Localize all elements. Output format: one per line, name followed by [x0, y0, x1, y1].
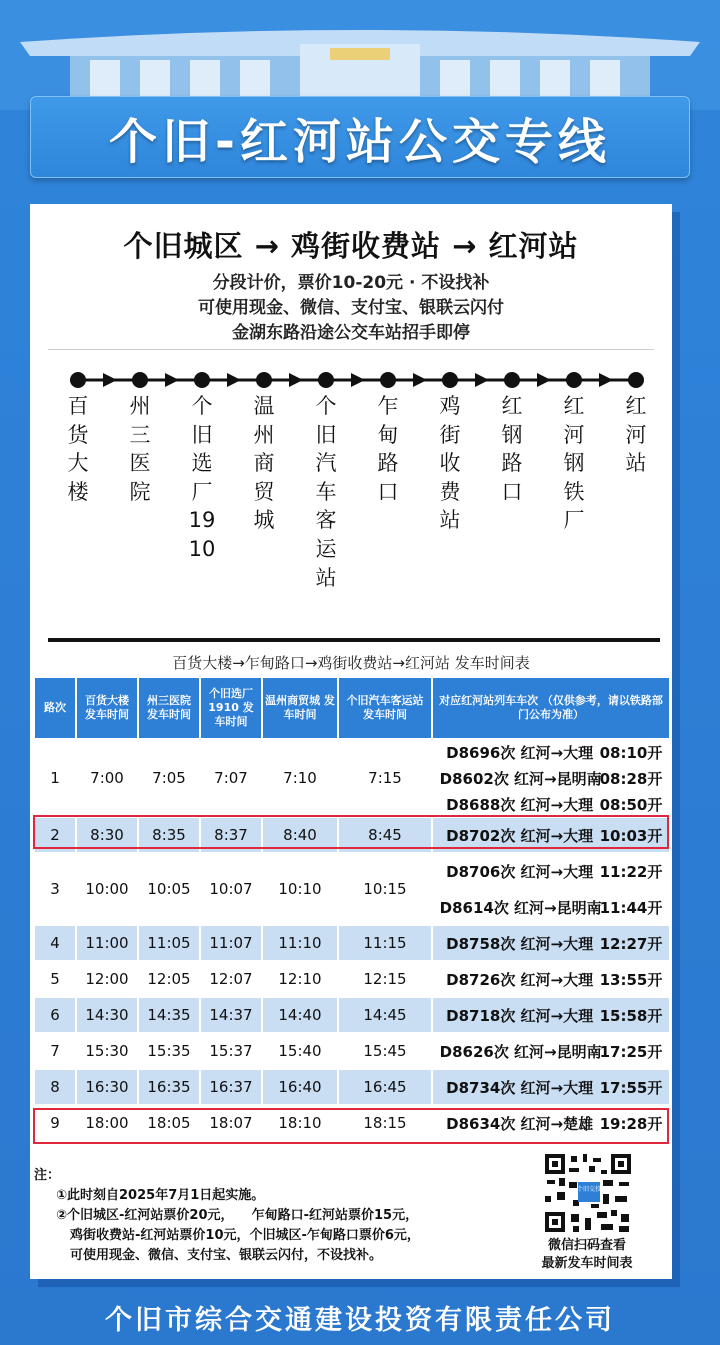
stop-7: 鸡街收费站 [439, 394, 461, 533]
stop-info: 金湖东路沿途公交车站招手即停 [232, 323, 470, 343]
departure-time: 8:45 [339, 818, 431, 852]
departure-time: 10:05 [139, 854, 199, 924]
table-row [35, 1034, 669, 1068]
train-info [433, 766, 669, 790]
train-code: D8758次 红河→大理 [446, 934, 594, 953]
stop-5: 个旧汽车客运站 [315, 394, 337, 590]
departure-time: 16:45 [339, 1070, 431, 1104]
departure-time: 15:37 [201, 1034, 261, 1068]
departure-time: 18:07 [201, 1106, 261, 1140]
run-number: 2 [35, 818, 75, 852]
note-line-3: 鸡街收费站-红河站票价10元，个旧城区-乍甸路口票价6元， [70, 1228, 420, 1243]
departure-time: 18:15 [339, 1106, 431, 1140]
departure-time: 7:05 [139, 740, 199, 816]
run-number: 9 [35, 1106, 75, 1140]
col-header-stop4: 温州商贸城 发车时间 [263, 678, 337, 738]
train-info [433, 1034, 669, 1068]
departure-time: 12:07 [201, 962, 261, 996]
notes-label: 注： [34, 1168, 61, 1183]
train-code: D8614次 红河→昆明南 [439, 898, 602, 917]
train-code: D8626次 红河→昆明南 [439, 1042, 602, 1061]
banner-title: 个旧-红河站公交专线 [109, 113, 611, 170]
run-number: 6 [35, 998, 75, 1032]
run-number: 4 [35, 926, 75, 960]
col-header-trains: 对应红河站列车车次 （仅供参考，请以铁路部门公布为准） [433, 678, 669, 738]
departure-time: 7:07 [201, 740, 261, 816]
departure-time: 8:35 [139, 818, 199, 852]
col-header-stop5: 个旧汽车客运站 发车时间 [339, 678, 431, 738]
departure-time: 8:30 [77, 818, 137, 852]
departure-time: 10:00 [77, 854, 137, 924]
train-departure: 08:10开 [599, 743, 663, 762]
train-info [433, 854, 669, 888]
qr-caption-line-1: 微信扫码查看 [547, 1238, 626, 1253]
train-info [433, 926, 669, 960]
departure-time: 7:15 [339, 740, 431, 816]
schedule-table [33, 676, 671, 1142]
train-departure: 11:22开 [599, 862, 663, 881]
train-code: D8734次 红河→大理 [446, 1078, 594, 1097]
fare-info: 分段计价，票价10-20元 · 不设找补 [212, 273, 490, 293]
train-info [433, 998, 669, 1032]
train-code: D8726次 红河→大理 [446, 970, 594, 989]
run-number: 7 [35, 1034, 75, 1068]
highlight-row-2 [33, 815, 669, 849]
train-departure: 08:50开 [599, 795, 663, 814]
departure-time: 10:15 [339, 854, 431, 924]
departure-time: 16:30 [77, 1070, 137, 1104]
train-departure: 11:44开 [599, 898, 663, 917]
train-departure: 08:28开 [599, 769, 663, 788]
stop-6: 乍甸路口 [377, 394, 399, 504]
run-number: 1 [35, 740, 75, 816]
departure-time: 7:00 [77, 740, 137, 816]
departure-time: 14:40 [263, 998, 337, 1032]
table-row [35, 740, 669, 764]
train-info [433, 1070, 669, 1104]
departure-time: 8:37 [201, 818, 261, 852]
train-departure: 10:03开 [599, 826, 663, 845]
departure-time: 16:37 [201, 1070, 261, 1104]
departure-time: 16:40 [263, 1070, 337, 1104]
qr-logo-text: 个旧交投 [576, 1186, 602, 1193]
title-banner [30, 96, 690, 178]
train-code: D8718次 红河→大理 [446, 1006, 594, 1025]
departure-time: 12:00 [77, 962, 137, 996]
train-code: D8634次 红河→楚雄 [446, 1114, 594, 1133]
run-number: 5 [35, 962, 75, 996]
departure-time: 11:07 [201, 926, 261, 960]
departure-time: 12:15 [339, 962, 431, 996]
departure-time: 12:10 [263, 962, 337, 996]
departure-time: 14:35 [139, 998, 199, 1032]
run-number: 8 [35, 1070, 75, 1104]
qr-caption-line-2: 最新发车时间表 [541, 1256, 633, 1271]
payment-info: 可使用现金、微信、支付宝、银联云闪付 [198, 298, 504, 318]
train-code: D8602次 红河→昆明南 [439, 769, 602, 788]
departure-time: 10:10 [263, 854, 337, 924]
note-line-1: ①此时刻自2025年7月1日起实施。 [56, 1188, 265, 1203]
train-info [433, 740, 669, 764]
departure-time: 15:35 [139, 1034, 199, 1068]
col-header-stop3: 个旧选厂 1910 发车时间 [201, 678, 261, 738]
stop-10: 红河站 [625, 394, 647, 476]
footer-company: 个旧市综合交通建设投资有限责任公司 [105, 1305, 615, 1336]
train-departure: 15:58开 [599, 1006, 663, 1025]
divider-thick [48, 638, 660, 642]
departure-time: 14:45 [339, 998, 431, 1032]
note-line-2: ②个旧城区-红河站票价20元， 乍甸路口-红河站票价15元， [56, 1208, 419, 1223]
train-code: D8696次 红河→大理 [446, 743, 594, 762]
qr-caption [512, 1237, 662, 1273]
stop-8: 红钢路口 [501, 394, 523, 504]
train-info [433, 890, 669, 924]
departure-time: 14:30 [77, 998, 137, 1032]
train-departure: 13:55开 [599, 970, 663, 989]
note-line-4: 可使用现金、微信、支付宝、银联云闪付，不设找补。 [70, 1248, 383, 1263]
train-code: D8706次 红河→大理 [446, 862, 594, 881]
departure-time: 11:00 [77, 926, 137, 960]
train-departure: 17:55开 [599, 1078, 663, 1097]
train-departure: 12:27开 [599, 934, 663, 953]
table-row [35, 998, 669, 1032]
departure-time: 11:10 [263, 926, 337, 960]
departure-time: 18:05 [139, 1106, 199, 1140]
divider [48, 349, 654, 350]
run-number: 3 [35, 854, 75, 924]
stop-3: 个旧选厂1910 [188, 394, 216, 561]
departure-time: 15:30 [77, 1034, 137, 1068]
departure-time: 15:40 [263, 1034, 337, 1068]
col-header-stop2: 州三医院 发车时间 [139, 678, 199, 738]
route-title: 个旧城区 → 鸡街收费站 → 红河站 [123, 229, 579, 263]
departure-time: 16:35 [139, 1070, 199, 1104]
departure-time: 10:07 [201, 854, 261, 924]
qr-code[interactable] [543, 1152, 633, 1234]
departure-time: 8:40 [263, 818, 337, 852]
schedule-card [30, 204, 672, 1279]
stop-2: 州三医院 [129, 394, 151, 504]
train-departure: 19:28开 [599, 1114, 663, 1133]
stop-4: 温州商贸城 [253, 394, 275, 533]
departure-time: 18:00 [77, 1106, 137, 1140]
table-row [35, 1070, 669, 1104]
train-info [433, 792, 669, 816]
departure-time: 18:10 [263, 1106, 337, 1140]
col-header-no: 路次 [35, 678, 75, 738]
table-row [35, 854, 669, 888]
departure-time: 11:05 [139, 926, 199, 960]
table-row [35, 926, 669, 960]
col-header-stop1: 百货大楼 发车时间 [77, 678, 137, 738]
departure-time: 12:05 [139, 962, 199, 996]
train-info [433, 962, 669, 996]
stop-1: 百货大楼 [67, 394, 89, 504]
departure-time: 14:37 [201, 998, 261, 1032]
schedule-title: 百货大楼→乍甸路口→鸡街收费站→红河站 发车时间表 [172, 654, 530, 672]
station-building-illustration [0, 0, 720, 110]
notes [34, 1166, 420, 1266]
stop-9: 红河钢铁厂 [563, 394, 585, 533]
train-code: D8688次 红河→大理 [446, 795, 594, 814]
train-departure: 17:25开 [599, 1042, 663, 1061]
table-header-row [35, 678, 669, 738]
departure-time: 15:45 [339, 1034, 431, 1068]
table-row [35, 962, 669, 996]
departure-time: 11:15 [339, 926, 431, 960]
highlight-row-9 [33, 1108, 669, 1144]
train-code: D8702次 红河→大理 [446, 826, 594, 845]
departure-time: 7:10 [263, 740, 337, 816]
